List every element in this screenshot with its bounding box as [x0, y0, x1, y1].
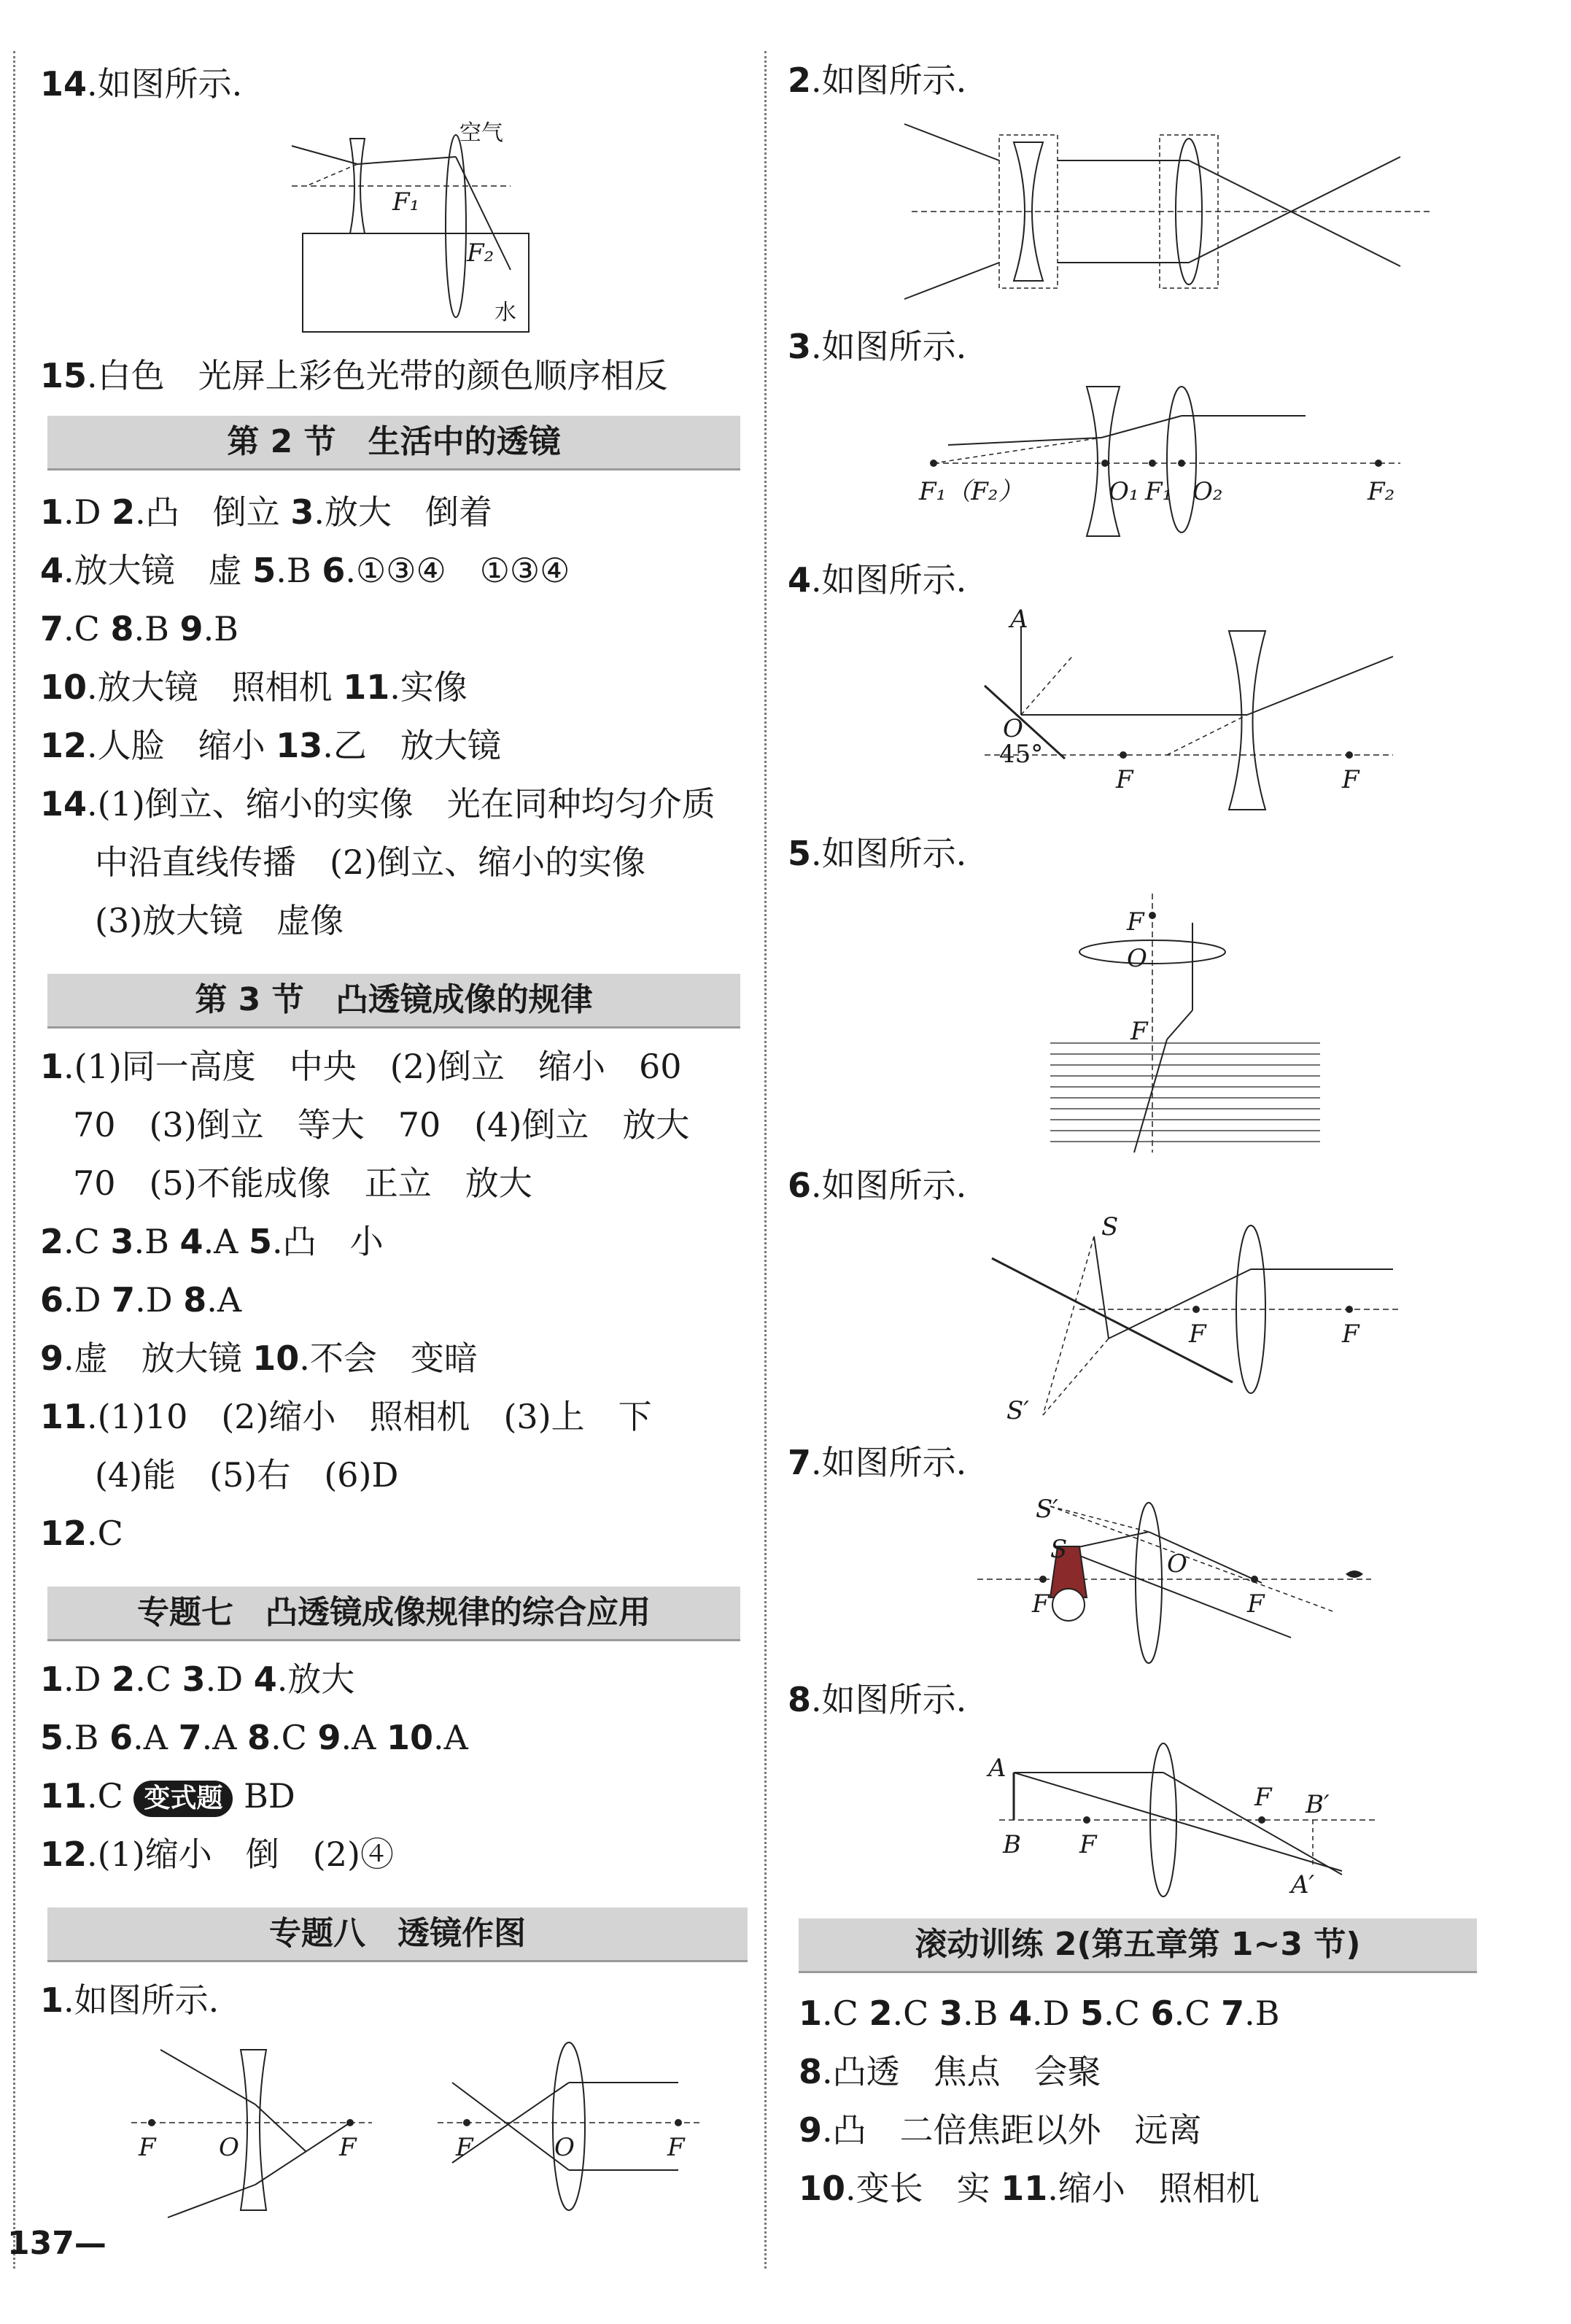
fig1b-label-f-left: F	[456, 2133, 473, 2162]
t8-line-1: 1.如图所示.	[40, 1980, 220, 2020]
fig5-label-f-mid: F	[1130, 1017, 1148, 1046]
figure-1-lens-diagrams	[131, 2035, 729, 2225]
answer-15: 15.白色 光屏上彩色光带的颜色顺序相反	[40, 356, 668, 395]
section-banner-review-2: 滚动训练 2(第五章第 1~3 节)	[799, 1918, 1477, 1973]
s3-line-6: 9.虚 放大镜 10.不会 变暗	[40, 1339, 478, 1378]
figure-4-mirror-lens	[985, 605, 1393, 817]
s2-line-4: 10.放大镜 照相机 11.实像	[40, 667, 468, 707]
s3-line-7: 11.(1)10 (2)缩小 照相机 (3)上 下	[40, 1397, 652, 1436]
fig7-label-s-prime: S′	[1036, 1495, 1059, 1524]
s3-line-5: 6.D 7.D 8.A	[40, 1280, 242, 1320]
s3-line-9: 12.C	[40, 1514, 123, 1553]
right-answer-3: 3.如图所示.	[788, 327, 967, 366]
s3-line-2: 70 (3)倒立 等大 70 (4)倒立 放大	[73, 1105, 690, 1144]
t7-line-4: 12.(1)缩小 倒 (2)④	[40, 1835, 394, 1874]
review-line-4: 10.变长 实 11.缩小 照相机	[799, 2169, 1260, 2208]
s2-line-6: 14.(1)倒立、缩小的实像 光在同种均匀介质	[40, 784, 715, 824]
fig3-label-f1f2: F₁（F₂）	[919, 477, 1023, 506]
fig3-label-o1: O₁	[1109, 477, 1139, 506]
s2-line-7: 中沿直线传播 (2)倒立、缩小的实像	[95, 843, 646, 882]
s3-line-1: 1.(1)同一高度 中央 (2)倒立 缩小 60	[40, 1047, 682, 1086]
fig1-label-o-left: O	[219, 2133, 239, 2162]
fig8-label-b-prime: B′	[1306, 1790, 1330, 1819]
right-answer-7: 7.如图所示.	[788, 1443, 967, 1482]
fig4-label-angle: 45°	[999, 740, 1044, 769]
fig7-label-s: S	[1050, 1535, 1068, 1564]
section-banner-topic7: 专题七 凸透镜成像规律的综合应用	[47, 1587, 740, 1641]
fig6-label-s: S	[1101, 1212, 1119, 1242]
label-f1: F₁	[392, 187, 420, 217]
fig8-label-b: B	[1003, 1830, 1021, 1859]
fig4-label-f-left: F	[1116, 765, 1133, 794]
fig6-label-f-left: F	[1189, 1320, 1206, 1349]
s3-line-4: 2.C 3.B 4.A 5.凸 小	[40, 1222, 384, 1261]
fig6-label-f-right: F	[1342, 1320, 1359, 1349]
s2-line-8: (3)放大镜 虚像	[95, 901, 344, 940]
label-water: 水	[494, 300, 516, 325]
s2-line-1: 1.D 2.凸 倒立 3.放大 倒着	[40, 492, 493, 532]
fig7-label-o: O	[1167, 1549, 1187, 1579]
fig8-label-f-right: F	[1254, 1783, 1272, 1812]
figure-7-magnifier	[977, 1495, 1386, 1670]
fig1-label-f-right: F	[339, 2133, 357, 2162]
fig3-label-o2: O₂	[1192, 477, 1223, 506]
fig5-label-f-top: F	[1127, 907, 1144, 937]
figure-2-lens-pair	[904, 120, 1430, 310]
fig8-label-a: A	[988, 1754, 1006, 1783]
column-divider-left	[13, 51, 15, 2269]
review-line-3: 9.凸 二倍焦距以外 远离	[799, 2110, 1202, 2150]
section-banner-2: 第 2 节 生活中的透镜	[47, 416, 740, 470]
s2-line-5: 12.人脸 缩小 13.乙 放大镜	[40, 726, 501, 765]
fig8-label-a-prime: A′	[1291, 1870, 1315, 1899]
figure-6-mirror-image	[948, 1212, 1400, 1433]
fig3-label-f1: F₁	[1145, 477, 1173, 506]
fig4-label-o: O	[1003, 714, 1023, 743]
fig7-label-f-left: F	[1032, 1589, 1050, 1619]
fig4-label-a: A	[1010, 605, 1028, 634]
fig3-label-f2: F₂	[1368, 477, 1395, 506]
right-answer-8: 8.如图所示.	[788, 1680, 967, 1719]
right-answer-2: 2.如图所示.	[788, 61, 967, 100]
right-answer-4: 4.如图所示.	[788, 560, 967, 600]
fig7-label-f-right: F	[1247, 1589, 1265, 1619]
t7-line-1: 1.D 2.C 3.D 4.放大	[40, 1659, 355, 1699]
fig6-label-s-prime: S′	[1006, 1396, 1030, 1425]
review-line-2: 8.凸透 焦点 会聚	[799, 2052, 1101, 2091]
section-banner-topic8: 专题八 透镜作图	[47, 1907, 748, 1962]
t7-line-3: 11.C 变式题 BD	[40, 1776, 295, 1816]
figure-14-lens-water	[292, 117, 540, 336]
right-answer-5: 5.如图所示.	[788, 834, 967, 873]
fig8-label-f-left: F	[1079, 1830, 1097, 1859]
page-number: 137—	[7, 2225, 106, 2262]
label-air: 空气	[459, 120, 503, 146]
s3-line-8: (4)能 (5)右 (6)D	[95, 1455, 399, 1495]
label-f2: F₂	[467, 239, 494, 268]
figure-5-lens-water	[1028, 894, 1320, 1156]
answer-14: 14.如图所示.	[40, 64, 243, 104]
figure-8-real-image	[970, 1740, 1378, 1900]
figure-3-lens-combination	[919, 379, 1400, 547]
fig1b-label-o: O	[554, 2133, 575, 2162]
variant-question-badge: 变式题	[133, 1781, 233, 1817]
fig1b-label-f-right: F	[667, 2133, 685, 2162]
t7-line-2: 5.B 6.A 7.A 8.C 9.A 10.A	[40, 1718, 468, 1757]
fig4-label-f-right: F	[1342, 765, 1359, 794]
column-divider-middle	[764, 51, 767, 2269]
s2-line-2: 4.放大镜 虚 5.B 6.①③④ ①③④	[40, 551, 570, 590]
fig1-label-f-left: F	[139, 2133, 156, 2162]
s3-line-3: 70 (5)不能成像 正立 放大	[73, 1163, 532, 1203]
s2-line-3: 7.C 8.B 9.B	[40, 609, 238, 648]
right-answer-6: 6.如图所示.	[788, 1166, 967, 1205]
section-banner-3: 第 3 节 凸透镜成像的规律	[47, 974, 740, 1029]
review-line-1: 1.C 2.C 3.B 4.D 5.C 6.C 7.B	[799, 1994, 1280, 2033]
fig5-label-o: O	[1127, 944, 1147, 973]
